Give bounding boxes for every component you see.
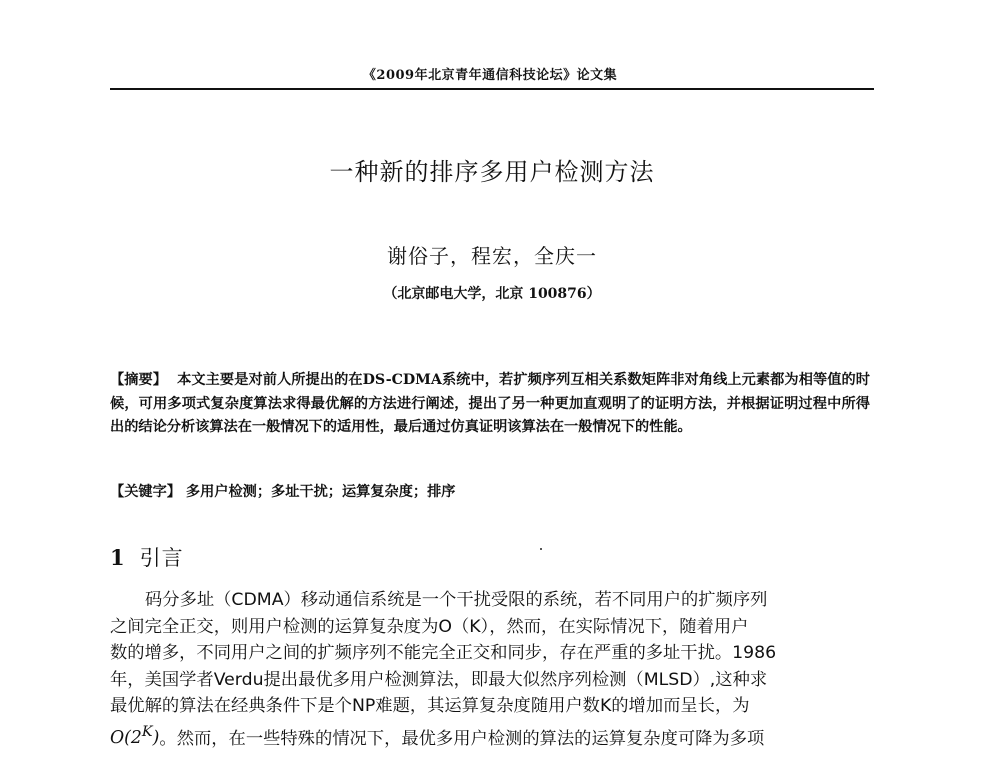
paper-authors: 谢俗子，程宏，全庆一 [387, 244, 597, 268]
section-number: 1 [110, 545, 126, 570]
body-line: 最优解的算法在经典条件下是个NP难题，其运算复杂度随用户数K的增加而呈长，为 [110, 696, 750, 716]
math-close: ) [152, 728, 160, 749]
header-rule [110, 88, 874, 90]
complexity-expression [110, 724, 160, 749]
running-header: 《2009年北京青年通信科技论坛》论文集 [362, 68, 618, 83]
paragraph [110, 587, 870, 614]
section-heading [110, 542, 184, 572]
scan-speck [540, 548, 542, 550]
keywords-text: 多用户检测；多址干扰；运算复杂度；排序 [185, 484, 456, 500]
math-base: O(2 [110, 728, 142, 749]
body-line: 年，美国学者Verdu提出最优多用户检测算法，即最大似然序列检测（MLSD）,这种求 [110, 669, 768, 690]
section-title: 引言 [139, 546, 184, 570]
math-exponent: K [141, 724, 153, 741]
keywords-label: 【关键字】 [110, 484, 181, 500]
abstract [110, 369, 870, 440]
body-line-rest: 。然而，在一些特殊的情况下，最优多用户检测的算法的运算复杂度可降为多项 [159, 728, 765, 749]
body-line: 码分多址（CDMA）移动通信系统是一个干扰受限的系统，若不同用户的扩频序列 [145, 590, 768, 610]
paper-title: 一种新的排序多用户检测方法 [329, 158, 655, 186]
section-body [110, 587, 870, 752]
abstract-label: 【摘要】 [110, 372, 168, 388]
paper-affiliation: （北京邮电大学，北京 100876） [383, 286, 601, 302]
body-line: 之间完全正交，则用户检测的运算复杂度为O（K），然而，在实际情况下，随着用户 [110, 616, 749, 637]
body-line: 数的增多，不同用户之间的扩频序列不能完全正交和同步，存在严重的多址干扰。1986 [110, 643, 777, 663]
keywords [110, 481, 870, 504]
body-line-with-math [110, 720, 870, 752]
abstract-text: 本文主要是对前人所提出的在DS-CDMA系统中，若扩频序列互相关系数矩阵非对角线上元素都为相等值的时候，可用多项式复杂度算法求得最优解的方法进行阐述，提出了另一种更加直观明了的证明方法，并根据证明过程中所得出的结论分析该算法在一般情况下的适用性，最后通过仿真证明该算法在一般情况下的性能。 [110, 372, 870, 435]
